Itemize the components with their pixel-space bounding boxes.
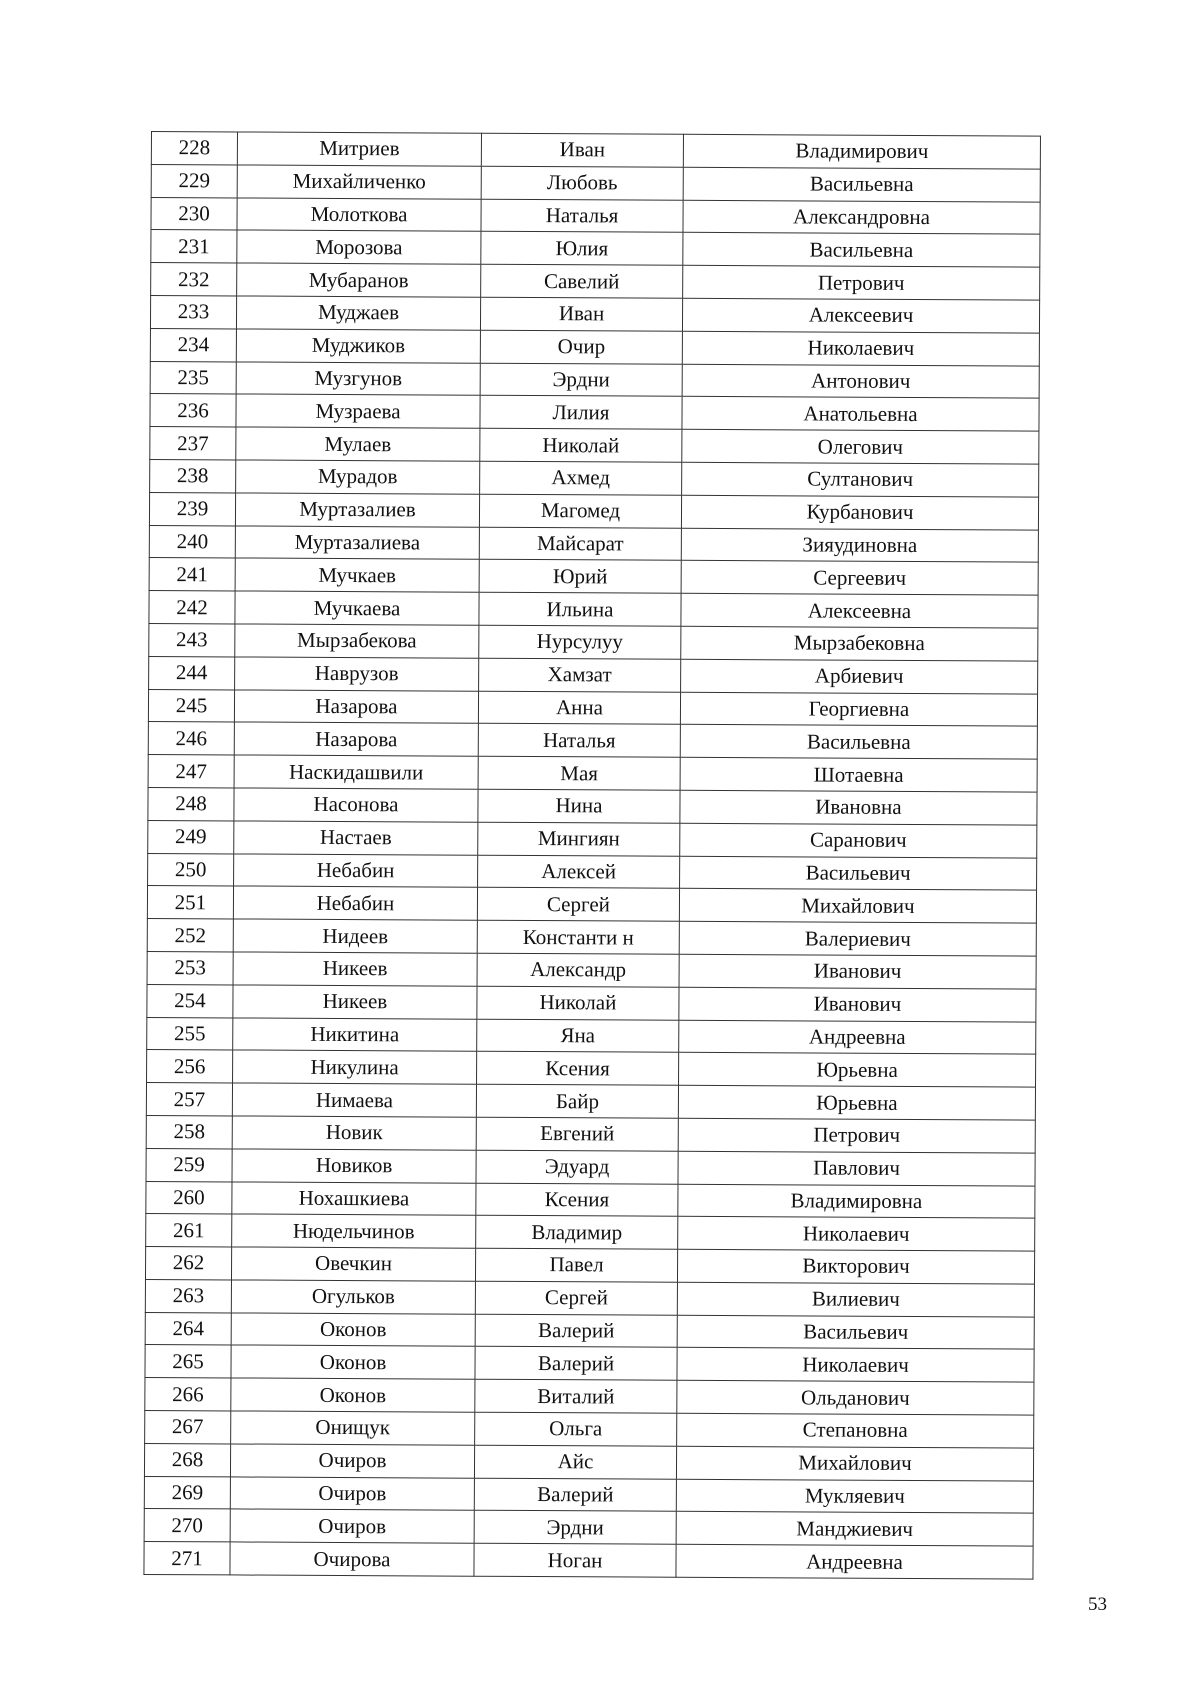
row-number-cell: 232 (151, 263, 237, 296)
table-row (148, 787, 1037, 824)
row-number-cell: 242 (149, 591, 235, 624)
row-number-cell: 241 (149, 558, 235, 591)
last-name-cell: Назарова (234, 689, 478, 723)
table-row (147, 1017, 1036, 1054)
patronymic-cell: Степановна (677, 1413, 1034, 1448)
row-number-cell: 271 (144, 1542, 230, 1575)
table-row (146, 1214, 1035, 1251)
row-number-cell: 243 (149, 623, 235, 656)
table-row (145, 1247, 1034, 1284)
roster-table (143, 131, 1041, 1580)
first-name-cell: Байр (476, 1084, 678, 1118)
last-name-cell: Мучкаев (235, 558, 479, 592)
last-name-cell: Нимаева (232, 1083, 476, 1117)
first-name-cell: Эдуард (476, 1150, 678, 1184)
first-name-cell: Мая (478, 756, 680, 790)
row-number-cell: 250 (148, 853, 234, 886)
last-name-cell: Небабин (233, 886, 477, 920)
row-number-cell: 257 (146, 1083, 232, 1116)
first-name-cell: Нина (478, 789, 680, 823)
table-row (147, 1050, 1036, 1087)
last-name-cell: Нохашкиева (232, 1181, 476, 1215)
last-name-cell: Никеев (233, 985, 477, 1019)
roster-table-body (144, 132, 1041, 1580)
last-name-cell: Никеев (233, 952, 477, 986)
last-name-cell: Оконов (231, 1378, 475, 1412)
row-number-cell: 234 (150, 328, 236, 361)
patronymic-cell: Владимирович (683, 134, 1040, 169)
patronymic-cell: Сергеевич (681, 561, 1038, 596)
table-row (148, 820, 1037, 857)
first-name-cell: Эрдни (474, 1511, 676, 1545)
patronymic-cell: Алексеевич (682, 298, 1039, 333)
last-name-cell: Никулина (233, 1050, 477, 1084)
table-row (144, 1509, 1033, 1546)
row-number-cell: 262 (145, 1247, 231, 1280)
row-number-cell: 240 (149, 525, 235, 558)
row-number-cell: 264 (145, 1312, 231, 1345)
table-row (150, 427, 1039, 464)
patronymic-cell: Андреевна (679, 1020, 1036, 1055)
last-name-cell: Никитина (233, 1017, 477, 1051)
table-row (151, 164, 1040, 201)
patronymic-cell: Андреевна (676, 1545, 1033, 1580)
patronymic-cell: Султанович (682, 462, 1039, 497)
last-name-cell: Насонова (234, 788, 478, 822)
table-row (146, 1083, 1035, 1120)
patronymic-cell: Саранович (680, 823, 1037, 858)
table-row (151, 263, 1040, 300)
row-number-cell: 247 (148, 755, 234, 788)
last-name-cell: Мурадов (236, 460, 480, 494)
last-name-cell: Мулаев (236, 427, 480, 461)
table-row (149, 656, 1038, 693)
last-name-cell: Мырзабекова (235, 624, 479, 658)
last-name-cell: Музраева (236, 394, 480, 428)
table-row (150, 459, 1039, 496)
table-row (145, 1411, 1034, 1448)
row-number-cell: 249 (148, 820, 234, 853)
row-number-cell: 259 (146, 1148, 232, 1181)
last-name-cell: Небабин (234, 853, 478, 887)
last-name-cell: Новиков (232, 1149, 476, 1183)
first-name-cell: Ксения (477, 1052, 679, 1086)
row-number-cell: 252 (147, 919, 233, 952)
row-number-cell: 236 (150, 394, 236, 427)
table-row (148, 853, 1037, 890)
table-row (145, 1279, 1034, 1316)
last-name-cell: Мучкаева (235, 591, 479, 625)
table-row (147, 919, 1036, 956)
patronymic-cell: Курбанович (681, 495, 1038, 530)
patronymic-cell: Зияудиновна (681, 528, 1038, 563)
row-number-cell: 235 (150, 361, 236, 394)
patronymic-cell: Ольданович (677, 1381, 1034, 1416)
first-name-cell: Алексей (478, 855, 680, 889)
last-name-cell: Наврузов (235, 657, 479, 691)
table-row (149, 623, 1038, 660)
last-name-cell: Онищук (231, 1411, 475, 1445)
last-name-cell: Муджиков (236, 329, 480, 363)
row-number-cell: 266 (145, 1378, 231, 1411)
row-number-cell: 267 (145, 1411, 231, 1444)
first-name-cell: Валерий (475, 1347, 677, 1381)
row-number-cell: 248 (148, 787, 234, 820)
row-number-cell: 269 (144, 1476, 230, 1509)
first-name-cell: Любовь (481, 166, 683, 200)
row-number-cell: 246 (148, 722, 234, 755)
patronymic-cell: Михайлович (679, 889, 1036, 924)
table-row (150, 328, 1039, 365)
row-number-cell: 237 (150, 427, 236, 460)
first-name-cell: Ахмед (480, 461, 682, 495)
table-row (149, 558, 1038, 595)
first-name-cell: Сергей (477, 888, 679, 922)
patronymic-cell: Васильевна (680, 725, 1037, 760)
first-name-cell: Владимир (476, 1216, 678, 1250)
patronymic-cell: Юрьевна (678, 1085, 1035, 1120)
last-name-cell: Муртазалиева (235, 526, 479, 560)
table-row (149, 591, 1038, 628)
last-name-cell: Огульков (231, 1280, 475, 1314)
last-name-cell: Муртазалиев (235, 493, 479, 527)
row-number-cell: 260 (146, 1181, 232, 1214)
last-name-cell: Новик (232, 1116, 476, 1150)
table-row (146, 1181, 1035, 1218)
row-number-cell: 230 (151, 197, 237, 230)
patronymic-cell: Михайлович (676, 1446, 1033, 1481)
table-row (151, 132, 1040, 169)
table-row (148, 689, 1037, 726)
row-number-cell: 268 (144, 1443, 230, 1476)
patronymic-cell: Ивановна (680, 790, 1037, 825)
last-name-cell: Очиров (230, 1477, 474, 1511)
last-name-cell: Овечкин (231, 1247, 475, 1281)
first-name-cell: Айс (474, 1445, 676, 1479)
patronymic-cell: Васильевич (677, 1315, 1034, 1350)
first-name-cell: Эрдни (480, 363, 682, 397)
last-name-cell: Очирова (230, 1542, 474, 1576)
first-name-cell: Валерий (475, 1314, 677, 1348)
table-row (149, 492, 1038, 529)
row-number-cell: 238 (150, 459, 236, 492)
first-name-cell: Ольга (475, 1412, 677, 1446)
first-name-cell: Ноган (474, 1543, 676, 1577)
row-number-cell: 251 (147, 886, 233, 919)
row-number-cell: 263 (145, 1279, 231, 1312)
patronymic-cell: Петрович (683, 265, 1040, 300)
first-name-cell: Магомед (479, 494, 681, 528)
first-name-cell: Ксения (476, 1183, 678, 1217)
row-number-cell: 254 (147, 984, 233, 1017)
row-number-cell: 255 (147, 1017, 233, 1050)
table-row (144, 1443, 1033, 1480)
row-number-cell: 244 (149, 656, 235, 689)
first-name-cell: Юлия (481, 232, 683, 266)
table-row (150, 361, 1039, 398)
table-row (145, 1312, 1034, 1349)
row-number-cell: 231 (151, 230, 237, 263)
first-name-cell: Лилия (480, 396, 682, 430)
patronymic-cell: Мукляевич (676, 1479, 1033, 1514)
first-name-cell: Савелий (481, 264, 683, 298)
patronymic-cell: Анатольевна (682, 397, 1039, 432)
row-number-cell: 229 (151, 164, 237, 197)
first-name-cell: Павел (475, 1248, 677, 1282)
patronymic-cell: Владимировна (678, 1184, 1035, 1219)
patronymic-cell: Арбиевич (681, 659, 1038, 694)
page-number: 53 (1088, 1594, 1107, 1615)
table-row (150, 295, 1039, 332)
row-number-cell: 256 (147, 1050, 233, 1083)
patronymic-cell: Николаевич (677, 1348, 1034, 1383)
first-name-cell: Ильина (479, 592, 681, 626)
patronymic-cell: Иванович (679, 987, 1036, 1022)
first-name-cell: Нурсулуу (479, 625, 681, 659)
patronymic-cell: Юрьевна (679, 1053, 1036, 1088)
patronymic-cell: Вилиевич (677, 1282, 1034, 1317)
patronymic-cell: Васильевна (683, 167, 1040, 202)
row-number-cell: 233 (150, 295, 236, 328)
first-name-cell: Анна (478, 691, 680, 725)
row-number-cell: 253 (147, 951, 233, 984)
last-name-cell: Музгунов (236, 362, 480, 396)
table-row (148, 722, 1037, 759)
last-name-cell: Морозова (237, 230, 481, 264)
first-name-cell: Майсарат (479, 527, 681, 561)
table-row (144, 1476, 1033, 1513)
table-row (147, 951, 1036, 988)
first-name-cell: Виталий (475, 1379, 677, 1413)
table-row (150, 394, 1039, 431)
last-name-cell: Очиров (230, 1509, 474, 1543)
first-name-cell: Мингиян (478, 822, 680, 856)
first-name-cell: Наталья (478, 724, 680, 758)
table-row (147, 886, 1036, 923)
patronymic-cell: Александровна (683, 200, 1040, 235)
row-number-cell: 228 (151, 132, 237, 165)
table-row (147, 984, 1036, 1021)
patronymic-cell: Георгиевна (680, 692, 1037, 727)
last-name-cell: Оконов (231, 1313, 475, 1347)
last-name-cell: Мубаранов (237, 263, 481, 297)
row-number-cell: 258 (146, 1115, 232, 1148)
first-name-cell: Сергей (475, 1281, 677, 1315)
patronymic-cell: Николаевич (682, 331, 1039, 366)
last-name-cell: Нюдельчинов (232, 1214, 476, 1248)
table-row (151, 197, 1040, 234)
first-name-cell: Яна (477, 1019, 679, 1053)
first-name-cell: Иван (481, 133, 683, 167)
first-name-cell: Наталья (481, 199, 683, 233)
patronymic-cell: Васильевна (683, 233, 1040, 268)
table-row (145, 1345, 1034, 1382)
patronymic-cell: Мырзабековна (681, 626, 1038, 661)
first-name-cell: Иван (480, 297, 682, 331)
row-number-cell: 265 (145, 1345, 231, 1378)
last-name-cell: Муджаев (236, 296, 480, 330)
first-name-cell: Евгений (476, 1117, 678, 1151)
last-name-cell: Наскидашвили (234, 755, 478, 789)
last-name-cell: Молоткова (237, 198, 481, 232)
row-number-cell: 239 (149, 492, 235, 525)
patronymic-cell: Павлович (678, 1151, 1035, 1186)
first-name-cell: Хамзат (479, 658, 681, 692)
patronymic-cell: Манджиевич (676, 1512, 1033, 1547)
table-row (146, 1115, 1035, 1152)
first-name-cell: Очир (480, 330, 682, 364)
last-name-cell: Настаев (234, 821, 478, 855)
last-name-cell: Митриев (237, 132, 481, 166)
patronymic-cell: Олегович (682, 429, 1039, 464)
patronymic-cell: Петрович (678, 1118, 1035, 1153)
table-row (151, 230, 1040, 267)
first-name-cell: Николай (477, 986, 679, 1020)
patronymic-cell: Иванович (679, 954, 1036, 989)
row-number-cell: 270 (144, 1509, 230, 1542)
first-name-cell: Валерий (474, 1478, 676, 1512)
first-name-cell: Александр (477, 953, 679, 987)
patronymic-cell: Валериевич (679, 921, 1036, 956)
table-row (149, 525, 1038, 562)
last-name-cell: Оконов (231, 1345, 475, 1379)
patronymic-cell: Антонович (682, 364, 1039, 399)
table-row (146, 1148, 1035, 1185)
patronymic-cell: Алексеевна (681, 593, 1038, 628)
first-name-cell: Юрий (479, 560, 681, 594)
row-number-cell: 245 (148, 689, 234, 722)
patronymic-cell: Васильевич (680, 856, 1037, 891)
first-name-cell: Николай (480, 428, 682, 462)
patronymic-cell: Викторович (677, 1249, 1034, 1284)
last-name-cell: Нидеев (233, 919, 477, 953)
last-name-cell: Михайличенко (237, 165, 481, 199)
row-number-cell: 261 (146, 1214, 232, 1247)
table-row (144, 1542, 1033, 1579)
table-row (148, 755, 1037, 792)
last-name-cell: Очиров (230, 1444, 474, 1478)
patronymic-cell: Шотаевна (680, 757, 1037, 792)
first-name-cell: Константи н (477, 920, 679, 954)
table-row (145, 1378, 1034, 1415)
patronymic-cell: Николаевич (678, 1217, 1035, 1252)
last-name-cell: Назарова (234, 722, 478, 756)
